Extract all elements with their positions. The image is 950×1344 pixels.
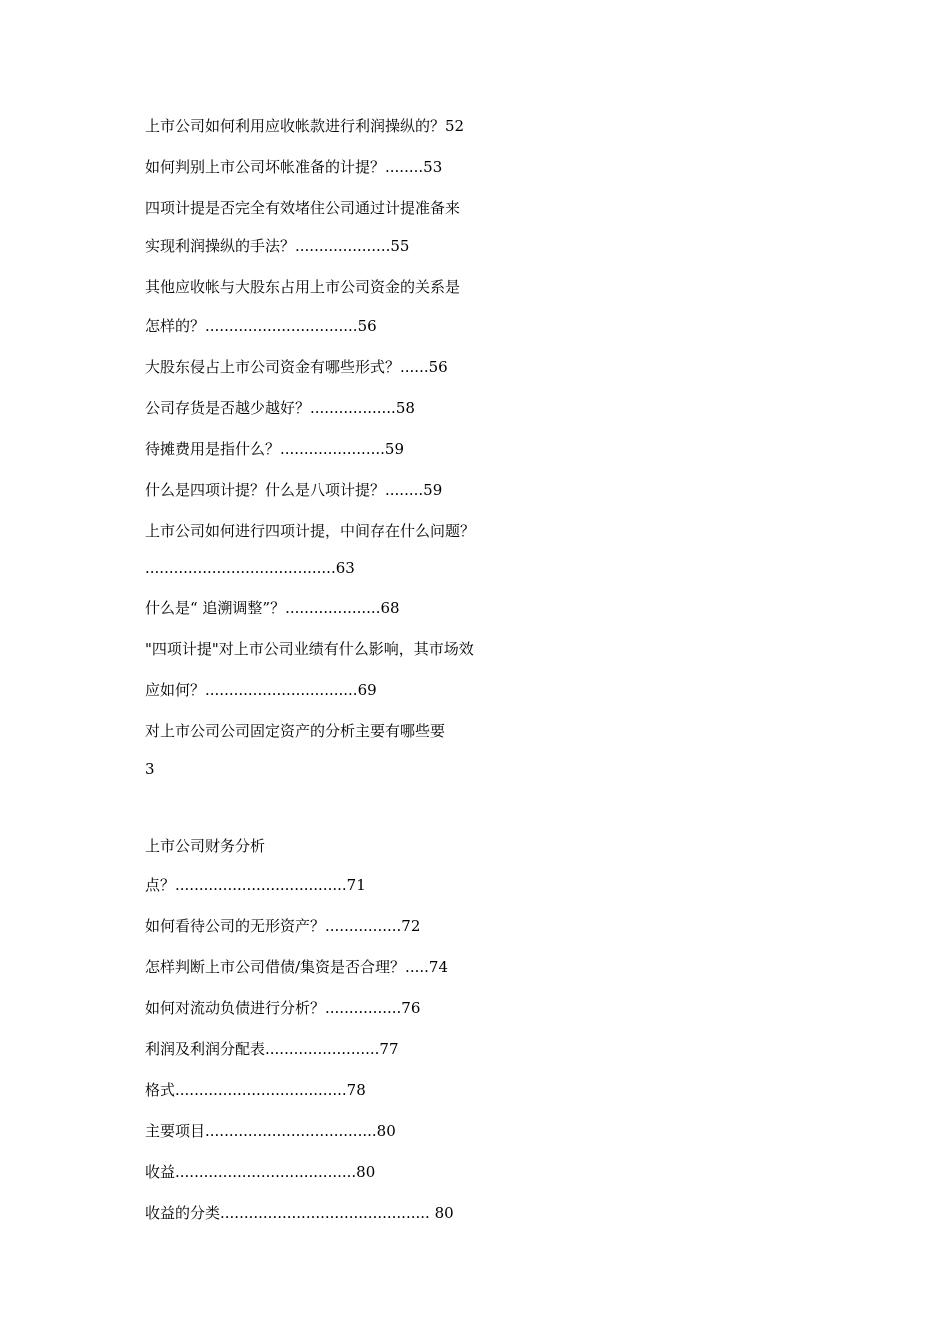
toc-entry: 利润及利润分配表........................77 xyxy=(145,1040,399,1058)
toc-entry: 什么是四项计提？什么是八项计提？........59 xyxy=(145,481,443,499)
toc-entry: 上市公司如何进行四项计提，中间存在什么问题？ xyxy=(145,522,476,540)
toc-entry: 如何对流动负债进行分析？................76 xyxy=(145,999,421,1017)
toc-entry: 主要项目....................................80 xyxy=(145,1122,396,1140)
toc-entry: 点？....................................71 xyxy=(145,876,366,894)
toc-entry: 待摊费用是指什么？......................59 xyxy=(145,440,404,458)
toc-entry: 其他应收帐与大股东占用上市公司资金的关系是 xyxy=(145,278,461,296)
toc-entry: 公司存货是否越少越好？..................58 xyxy=(145,399,415,417)
toc-entry: ........................................63 xyxy=(145,559,355,577)
running-header: 上市公司财务分析 xyxy=(145,837,266,855)
toc-entry: 如何看待公司的无形资产？................72 xyxy=(145,917,421,935)
toc-entry: 如何判别上市公司坏帐准备的计提？........53 xyxy=(145,158,443,176)
toc-entry: 怎样的？................................56 xyxy=(145,317,377,335)
toc-entry: 四项计提是否完全有效堵住公司通过计提准备来 xyxy=(145,199,461,217)
toc-entry: 大股东侵占上市公司资金有哪些形式？......56 xyxy=(145,358,448,376)
toc-entry: 上市公司如何利用应收帐款进行利润操纵的？52 xyxy=(145,117,465,135)
toc-entry: "四项计提"对上市公司业绩有什么影响，其市场效 xyxy=(145,640,474,658)
toc-entry: 怎样判断上市公司借债/集资是否合理？.....74 xyxy=(145,958,448,976)
toc-entry: 格式....................................78 xyxy=(145,1081,366,1099)
toc-entry: 应如何？................................69 xyxy=(145,681,377,699)
toc-entry: 实现利润操纵的手法？....................55 xyxy=(145,237,410,255)
toc-entry: 收益......................................80 xyxy=(145,1163,376,1181)
toc-entry: 收益的分类............................................ 80 xyxy=(145,1204,454,1222)
toc-entry: 什么是“ 追溯调整”？....................68 xyxy=(145,599,400,617)
toc-entry: 对上市公司公司固定资产的分析主要有哪些要 xyxy=(145,722,446,740)
page-number: 3 xyxy=(145,760,155,778)
